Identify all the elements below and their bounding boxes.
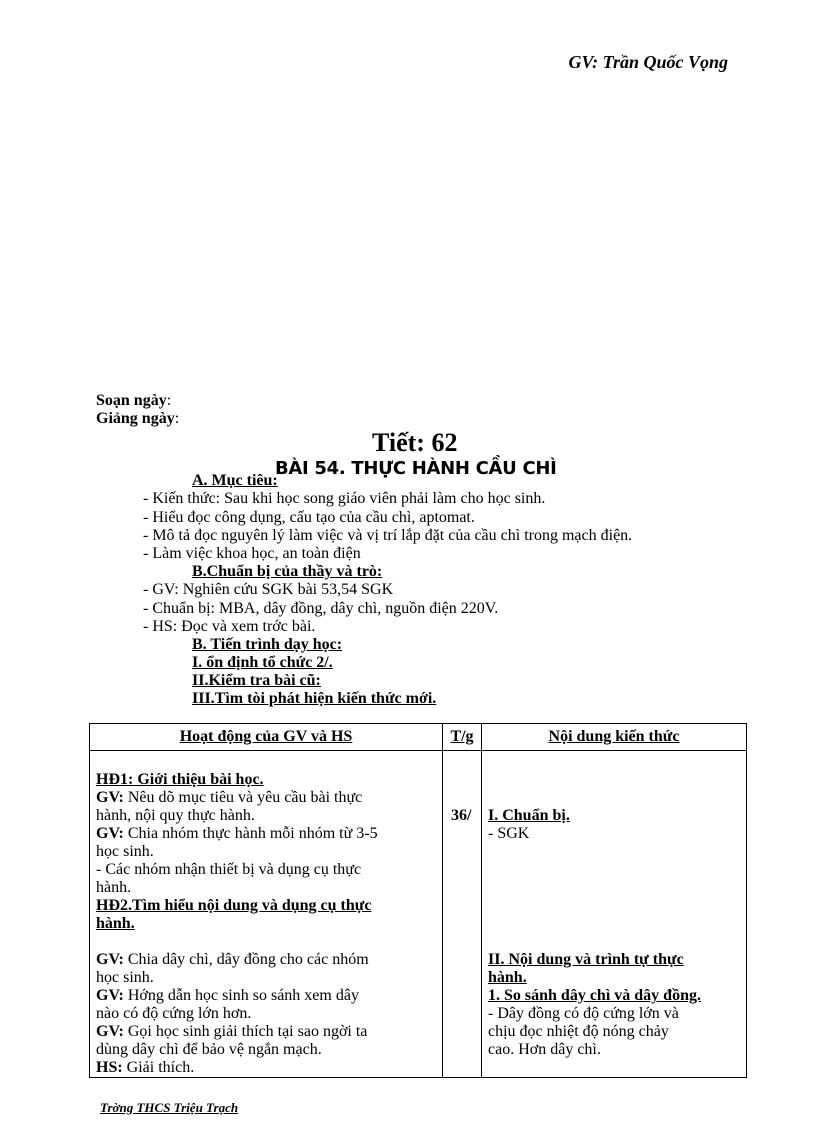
activity-table	[89, 723, 747, 1078]
prep-item: - GV: Nghiên cứu SGK bài 53,54 SGK	[143, 581, 394, 598]
header-activities: Hoạt động của GV và HS	[90, 724, 443, 751]
activity-line: HS: Giải thích.	[96, 1059, 195, 1076]
activity-line: GV: Hớng dẫn học sinh so sánh xem dây	[96, 987, 359, 1004]
taught-date-label: Giảng ngày:	[96, 410, 180, 427]
compare-heading: 1. So sánh dây chì và dây đồng.	[488, 987, 701, 1004]
process-heading: B. Tiến trình dạy học:	[192, 636, 343, 653]
activity-line: hành, nội quy thực hành.	[96, 807, 255, 824]
activity-line: GV: Chia nhóm thực hành mỗi nhóm từ 3-5	[96, 825, 378, 842]
content-cell	[482, 751, 747, 1078]
activity-line: học sinh.	[96, 969, 154, 986]
activity-line: hành.	[96, 879, 132, 896]
table-header-row	[90, 724, 747, 751]
activity-line: dùng dây chì để bảo vệ ngắn mạch.	[96, 1041, 322, 1058]
prep-content-heading: I. Chuẩn bị.	[488, 807, 570, 824]
activity-line: học sinh.	[96, 843, 154, 860]
process-step-3: III.Tìm tòi phát hiện kiến thức mới.	[192, 690, 437, 707]
activity-line: - Các nhóm nhận thiết bị và dụng cụ thực	[96, 861, 362, 878]
activity-line: GV: Nêu dõ mục tiêu và yêu cầu bài thực	[96, 789, 363, 806]
objective-item: - Mô tả đọc nguyên lý làm việc và vị trí lắp đặt của cầu chì trong mạch điện.	[143, 527, 633, 544]
teacher-name: GV: Trần Quốc Vọng	[568, 52, 728, 72]
compare-line: - Dây đồng có độ cứng lớn và	[488, 1005, 679, 1022]
activity-line: nào có độ cứng lớn hơn.	[96, 1005, 252, 1022]
prep-item: - Chuẩn bị: MBA, dây đồng, dây chì, nguồn điện 220V.	[143, 600, 499, 617]
table-row	[90, 751, 747, 1078]
section-a-heading: A. Mục tiêu:	[192, 472, 278, 489]
compare-line: cao. Hơn dây chì.	[488, 1041, 601, 1058]
header-content: Nội dung kiến thức	[482, 724, 747, 751]
prep-heading: B.Chuẩn bị của thầy và trò:	[192, 563, 383, 580]
content-heading: II. Nội dung và trình tự thực	[488, 951, 684, 968]
lesson-number: Tiết: 62	[372, 428, 458, 457]
prepared-date-label: Soạn ngày:	[96, 392, 172, 409]
school-footer: Trờng THCS Triệu Trạch	[100, 1100, 239, 1115]
header-time: T/g	[443, 724, 482, 751]
content-heading-cont: hành.	[488, 969, 527, 986]
objective-item: - Làm việc khoa học, an toàn điện	[143, 545, 361, 562]
prep-content-item: - SGK	[488, 825, 530, 842]
activity-line: GV: Gọi học sinh giải thích tại sao ngời ta	[96, 1023, 368, 1040]
activity-2-heading: HĐ2.Tìm hiểu nội dung và dụng cụ thực	[96, 897, 372, 914]
activity-2-heading-cont: hành.	[96, 915, 135, 932]
process-step-2: II.Kiểm tra bài cũ:	[192, 672, 321, 689]
activity-line: GV: Chia dây chì, dây đồng cho các nhóm	[96, 951, 369, 968]
unit-title: BÀI 54. THỰC HÀNH CẦU CHÌ	[275, 458, 557, 479]
activity-1-heading: HĐ1: Giới thiệu bài học.	[96, 771, 264, 788]
prep-item: - HS: Đọc và xem trớc bài.	[143, 618, 316, 635]
objective-item: - Kiến thức: Sau khi học song giáo viên phải làm cho học sinh.	[143, 490, 546, 507]
compare-line: chịu đọc nhiệt độ nóng chảy	[488, 1023, 669, 1040]
objective-item: - Hiểu đọc công dụng, cấu tạo của cầu chì, aptomat.	[143, 509, 475, 526]
time-value: 36/	[451, 807, 472, 824]
activities-cell	[90, 751, 443, 1078]
time-cell	[443, 751, 482, 1078]
process-step-1: I. ổn định tổ chức 2/.	[192, 654, 333, 671]
